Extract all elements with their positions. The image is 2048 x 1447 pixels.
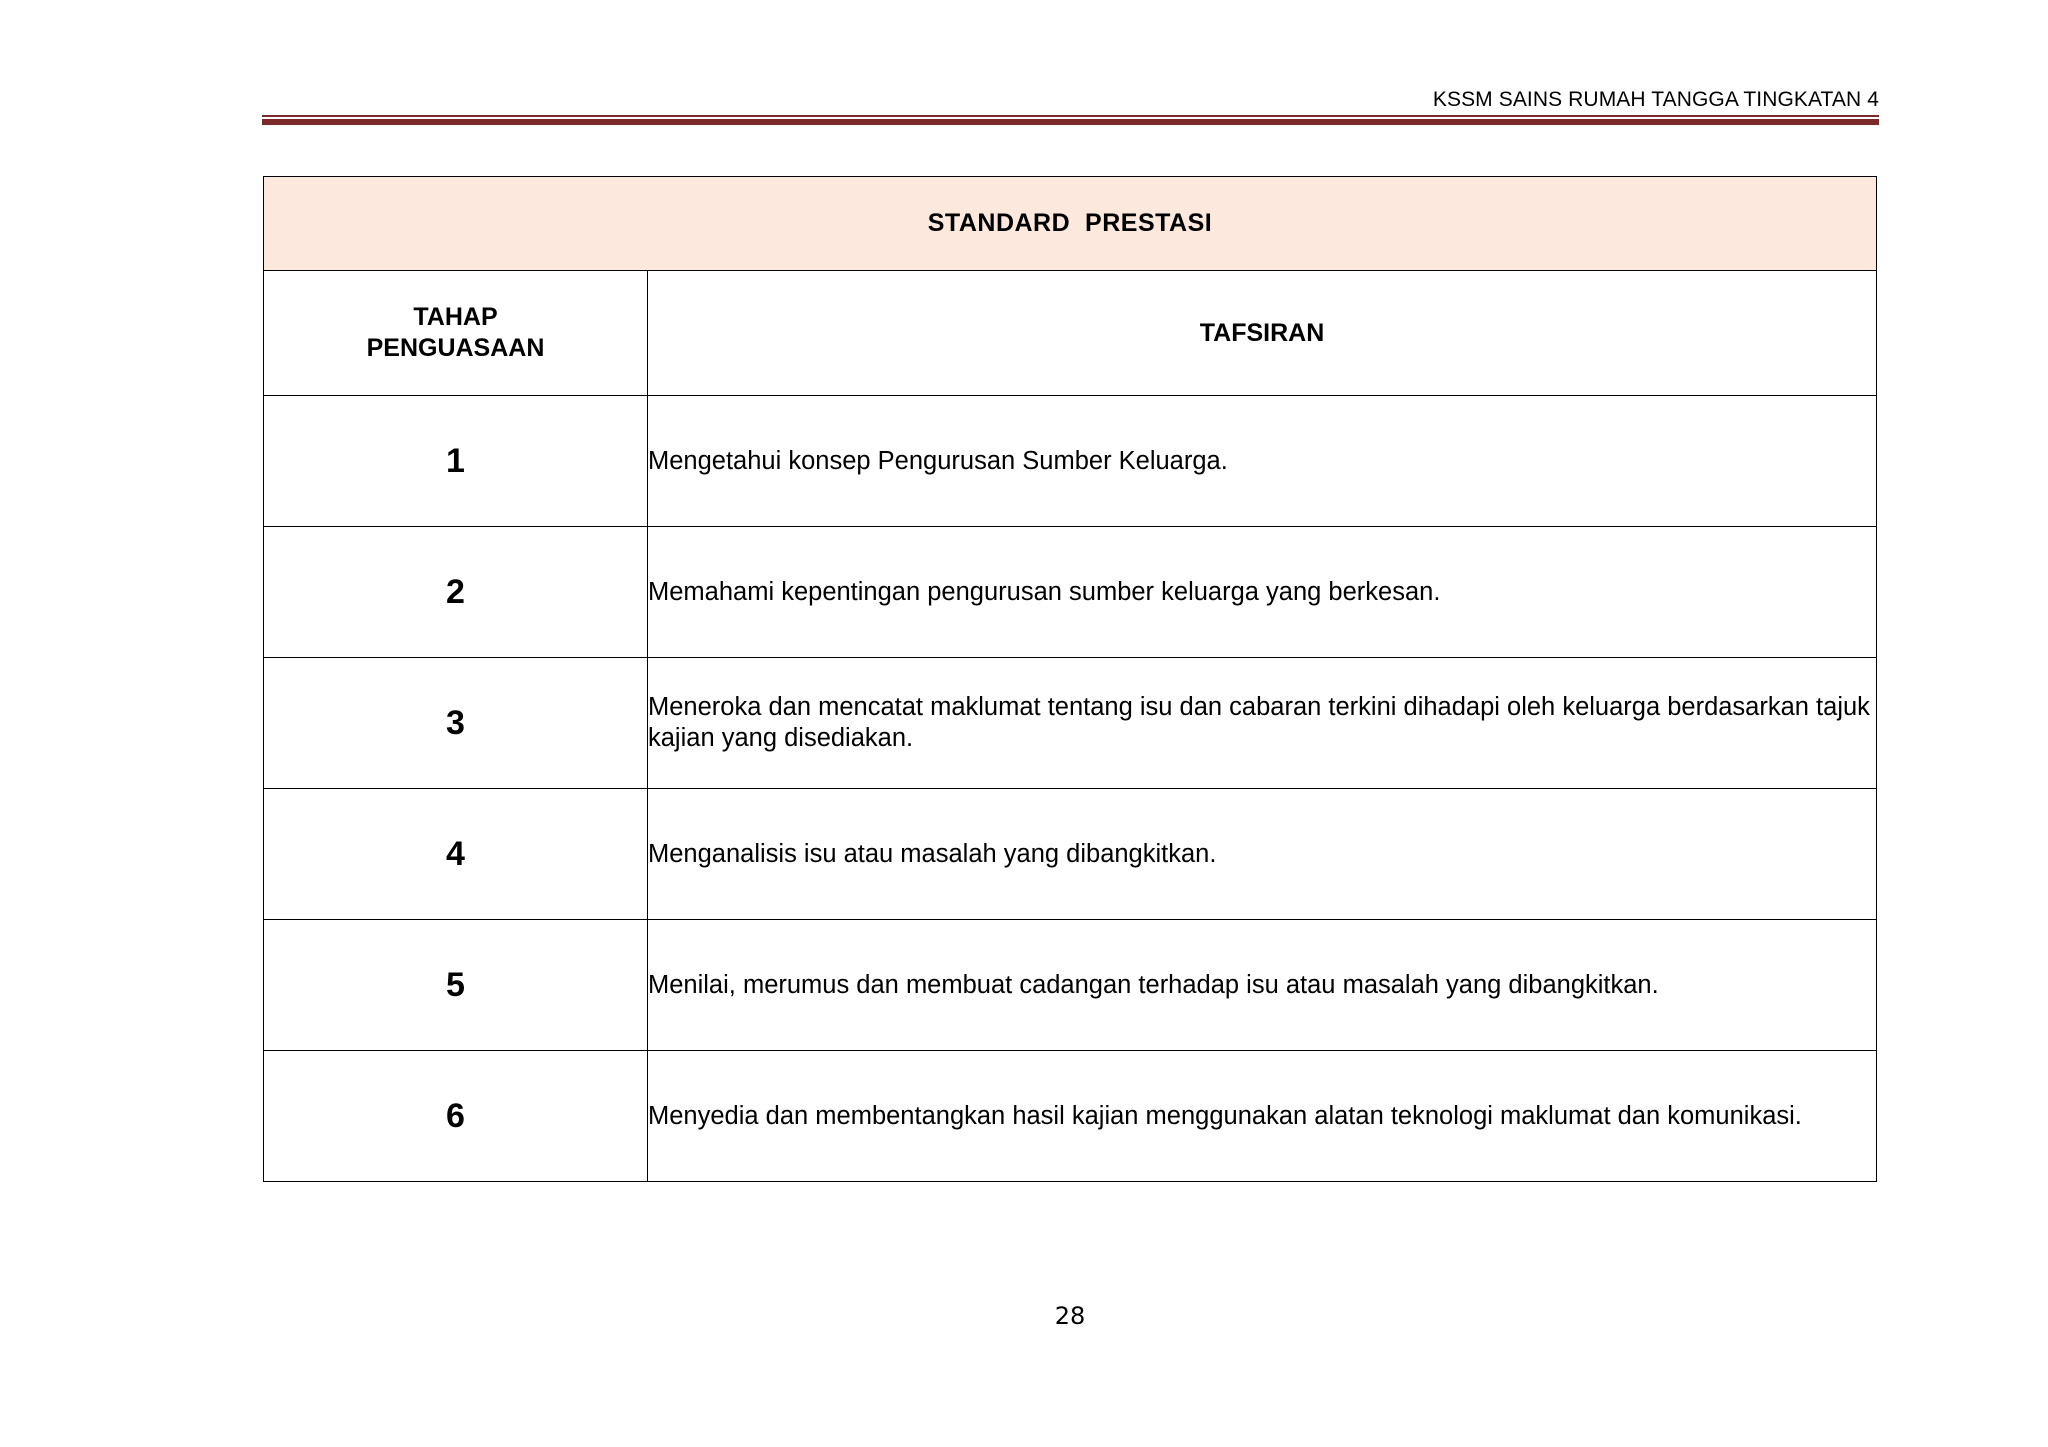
header-rule-thin (262, 115, 1879, 117)
page-number: 28 (1054, 1302, 1086, 1330)
table-row (264, 396, 1877, 527)
column-header-description: TAFSIRAN (648, 271, 1877, 396)
table-row (264, 920, 1877, 1051)
description-cell: Meneroka dan mencatat maklumat tentang isu dan cabaran terkini dihadapi oleh keluarga berdasarkan tajuk kajian yang disediakan. (648, 658, 1877, 789)
table-row (264, 658, 1877, 789)
description-cell: Menganalisis isu atau masalah yang dibangkitkan. (648, 789, 1877, 920)
column-header-level (264, 271, 648, 396)
standard-prestasi-table (263, 176, 1877, 1182)
level-cell: 1 (264, 396, 648, 527)
column-header-level-line1: TAHAP (413, 303, 498, 331)
header-rule-thick (262, 119, 1879, 125)
table-row (264, 789, 1877, 920)
level-cell: 3 (264, 658, 648, 789)
level-cell: 6 (264, 1051, 648, 1182)
description-cell: Menilai, merumus dan membuat cadangan terhadap isu atau masalah yang dibangkitkan. (648, 920, 1877, 1051)
table-row (264, 1051, 1877, 1182)
table-title (264, 177, 1877, 271)
level-cell: 5 (264, 920, 648, 1051)
description-cell: Mengetahui konsep Pengurusan Sumber Keluarga. (648, 396, 1877, 527)
table-title-row (264, 177, 1877, 271)
column-header-level-line2: PENGUASAAN (366, 334, 545, 362)
level-cell: 4 (264, 789, 648, 920)
running-header-title: KSSM SAINS RUMAH TANGGA TINGKATAN 4 (1432, 88, 1879, 111)
level-cell: 2 (264, 527, 648, 658)
table-header-row (264, 271, 1877, 396)
description-cell: Memahami kepentingan pengurusan sumber keluarga yang berkesan. (648, 527, 1877, 658)
table-row (264, 527, 1877, 658)
description-cell: Menyedia dan membentangkan hasil kajian menggunakan alatan teknologi maklumat dan komunikasi. (648, 1051, 1877, 1182)
table-title-text: STANDARD PRESTASI (927, 209, 1213, 237)
